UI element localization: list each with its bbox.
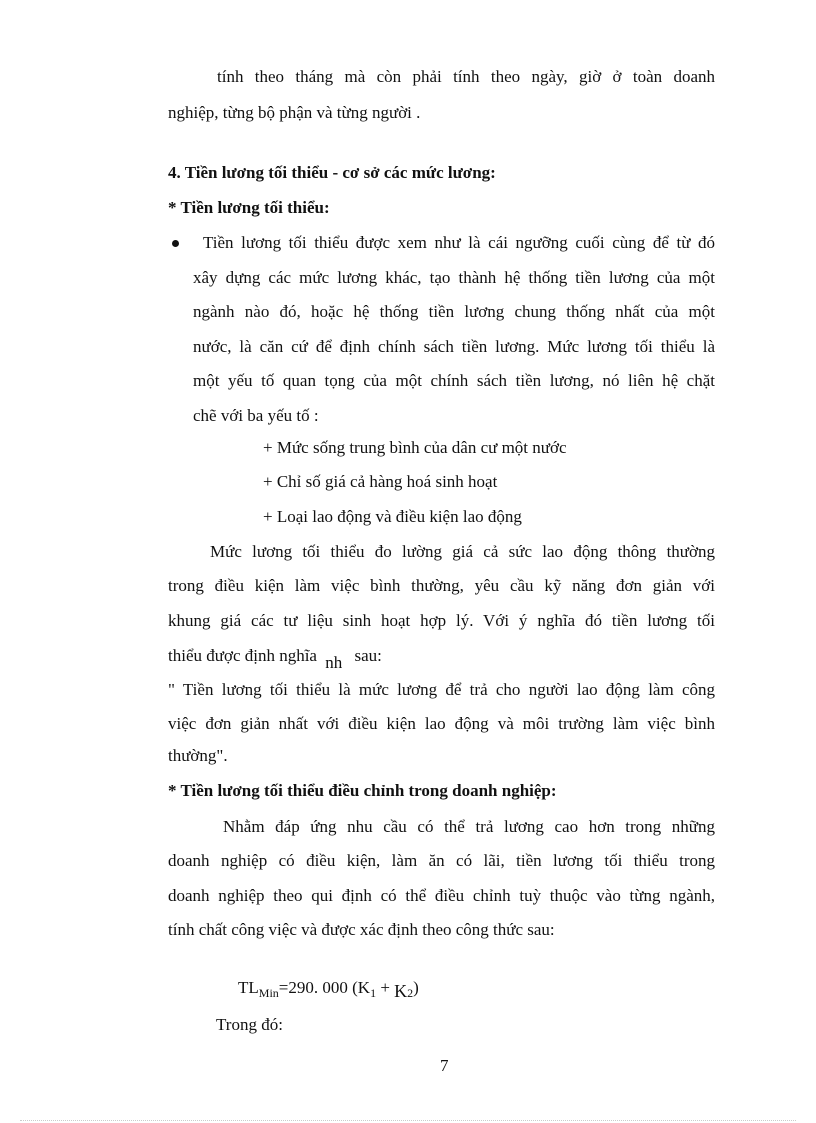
- paragraph-line: Tiền lương tối thiểu được xem như là cái ngưỡng cuối cùng để từ đó: [203, 233, 715, 252]
- trong-do-label: Trong đó:: [216, 1015, 283, 1034]
- paragraph-line: doanh nghiệp theo qui định có thể điều chỉnh tuỳ thuộc vào từng ngành,: [168, 886, 715, 905]
- quote-line: việc đơn giản nhất với điều kiện lao động và môi trường làm việc bình: [168, 714, 715, 733]
- paragraph-line: Mức lương tối thiểu đo lường giá cả sức lao động thông thường: [210, 542, 715, 561]
- formula: [238, 978, 419, 1003]
- formula-sub-min: Min: [258, 986, 279, 1000]
- formula-sub-2: 2: [407, 986, 414, 1000]
- factor-item: + Mức sống trung bình của dân cư một nước: [263, 438, 567, 457]
- paragraph-line: doanh nghiệp có điều kiện, làm ăn có lãi, tiền lương tối thiểu trong: [168, 851, 715, 870]
- page-number: 7: [440, 1056, 449, 1075]
- quote-line: thường".: [168, 746, 228, 765]
- formula-tl: TL: [238, 978, 259, 997]
- paragraph-line: một yếu tố quan tọng của một chính sách tiền lương, nó liên hệ chặt: [193, 371, 715, 390]
- paragraph-line: khung giá các tư liệu sinh hoạt hợp lý. Với ý nghĩa đó tiền lương tối: [168, 611, 715, 630]
- paragraph-line: tính chất công việc và được xác định theo công thức sau:: [168, 920, 555, 939]
- section-heading: 4. Tiền lương tối thiểu - cơ sở các mức lương:: [168, 163, 496, 182]
- subsection-heading: * Tiền lương tối thiểu điều chỉnh trong doanh nghiệp:: [168, 781, 557, 800]
- factor-item: + Chỉ số giá cả hàng hoá sinh hoạt: [263, 472, 498, 491]
- text-fragment: nh: [325, 653, 343, 672]
- quote-line: " Tiền lương tối thiểu là mức lương để trả cho người lao động làm công: [168, 680, 715, 699]
- bullet-icon: [172, 240, 179, 247]
- factor-item: + Loại lao động và điều kiện lao động: [263, 507, 522, 526]
- page-bottom-divider: [20, 1120, 796, 1121]
- formula-plus: +: [376, 978, 395, 997]
- paragraph-line: tính theo tháng mà còn phải tính theo ngày, giờ ở toàn doanh: [217, 67, 715, 86]
- paragraph-line: ngành nào đó, hoặc hệ thống tiền lương chung thống nhất của một: [193, 302, 715, 321]
- paragraph-line: Nhằm đáp ứng nhu cầu có thể trả lương cao hơn trong những: [223, 817, 715, 836]
- formula-close: ): [413, 978, 419, 997]
- paragraph-line: chẽ với ba yếu tố :: [193, 406, 319, 425]
- text-fragment: sau:: [354, 646, 382, 665]
- formula-sub-1: 1: [370, 986, 377, 1000]
- paragraph-line: nghiệp, từng bộ phận và từng người .: [168, 103, 421, 122]
- formula-body: =290. 000 (K: [278, 978, 371, 997]
- paragraph-line: trong điều kiện làm việc bình thường, yêu cầu kỹ năng đơn giản với: [168, 576, 715, 595]
- paragraph-line: xây dựng các mức lương khác, tạo thành hệ thống tiền lương của một: [193, 268, 715, 287]
- text-fragment: thiểu được định nghĩa: [168, 646, 317, 665]
- paragraph-line: nước, là căn cứ để định chính sách tiền lương. Mức lương tối thiểu là: [193, 337, 715, 356]
- paragraph-line: [168, 646, 382, 672]
- formula-k2: K: [394, 981, 408, 1001]
- subsection-heading: * Tiền lương tối thiểu:: [168, 198, 330, 217]
